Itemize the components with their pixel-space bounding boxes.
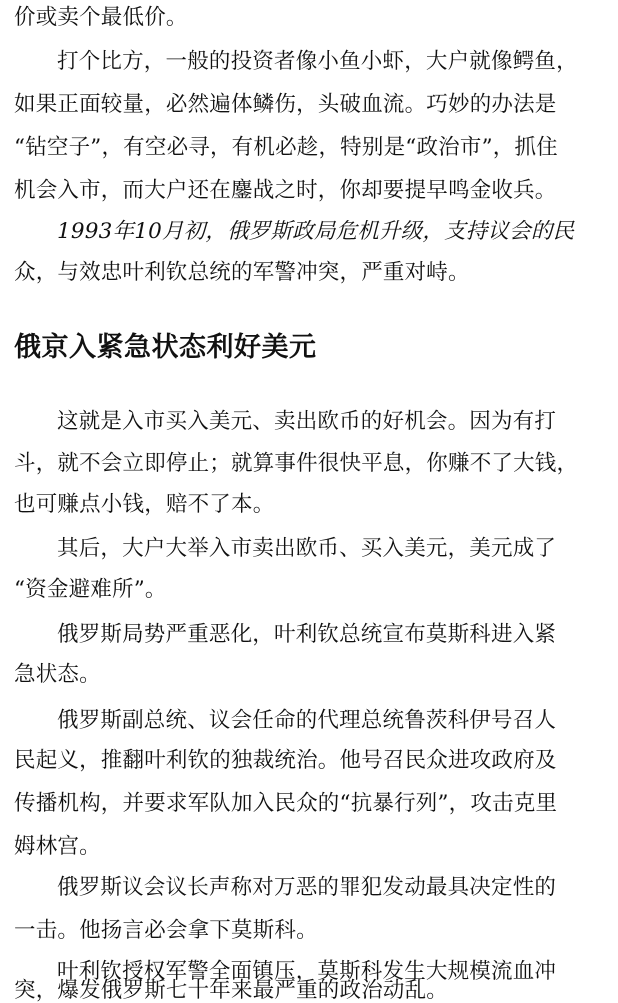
paragraph-line: 如果正面较量，必然遍体鳞伤，头破血流。巧妙的办法是 (14, 92, 557, 117)
paragraph-line: 打个比方，一般的投资者像小鱼小虾，大户就像鳄鱼， (57, 49, 578, 74)
paragraph-line: 也可赚点小钱，赔不了本。 (14, 492, 275, 517)
paragraph-line: 俄罗斯副总统、议会任命的代理总统鲁茨科伊号召人 (57, 708, 557, 733)
paragraph-line: 急状态。 (14, 662, 101, 687)
paragraph-line: 俄罗斯议会议长声称对万恶的罪犯发动最具决定性的 (57, 875, 557, 900)
paragraph-line: 传播机构，并要求军队加入民众的“抗暴行列”，攻击克里 (14, 791, 558, 816)
paragraph-line: “钻空子”，有空必寻，有机必趁，特别是“政治市”，抓住 (14, 135, 558, 160)
section-heading: 俄京入紧急状态利好美元 (14, 332, 317, 363)
paragraph-line: 俄罗斯局势严重恶化，叶利钦总统宣布莫斯科进入紧 (57, 622, 557, 647)
paragraph-line: 这就是入市买入美元、卖出欧币的好机会。因为有打 (57, 409, 557, 434)
paragraph-line: 斗，就不会立即停止；就算事件很快平息，你赚不了大钱， (14, 451, 579, 476)
paragraph-line: 其后，大户大举入市卖出欧币、买入美元，美元成了 (57, 536, 557, 561)
paragraph-line: 一击。他扬言必会拿下莫斯科。 (14, 918, 318, 943)
paragraph-line: 姆林宫。 (14, 834, 101, 859)
paragraph-line: 突，爆发俄罗斯七十年来最严重的政治动乱。 (14, 978, 449, 1003)
paragraph-line: 1993年10月初，俄罗斯政局危机升级，支持议会的民 (57, 219, 575, 244)
paragraph-line: 民起义，推翻叶利钦的独裁统治。他号召民众进攻政府及 (14, 748, 557, 773)
paragraph-line: 众，与效忠叶利钦总统的军警冲突，严重对峙。 (14, 260, 470, 285)
paragraph-line: 价或卖个最低价。 (14, 5, 188, 30)
paragraph-line: “资金避难所”。 (14, 577, 167, 602)
paragraph-line: 机会入市，而大户还在鏖战之时，你却要提早鸣金收兵。 (14, 178, 557, 203)
paragraph-line: 叶利钦授权军警全面镇压，莫斯科发生大规模流血冲 (57, 959, 557, 984)
